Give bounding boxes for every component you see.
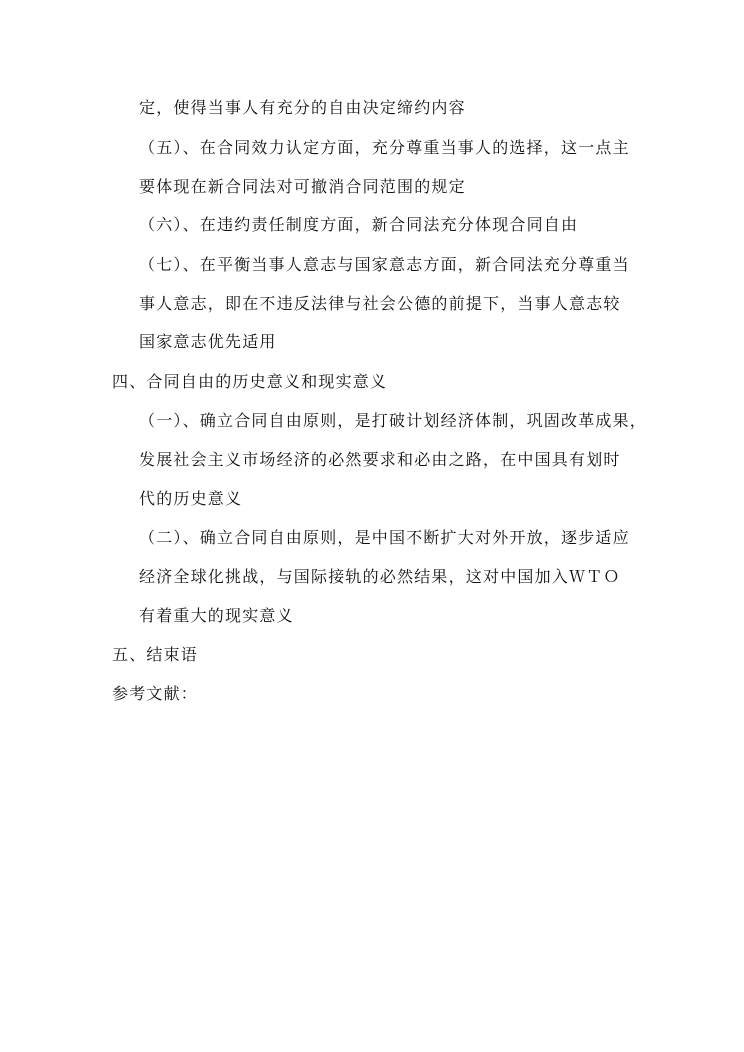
body-text-line: 经济全球化挑战，与国际接轨的必然结果，这对中国加入ＷＴＯ — [139, 567, 621, 586]
body-text-line: 代的历史意义 — [139, 489, 243, 508]
body-text-line: 要体现在新合同法对可撤消合同范围的规定 — [139, 177, 466, 196]
body-text-line: 国家意志优先适用 — [139, 332, 277, 351]
body-text-line: 发展社会主义市场经济的必然要求和必由之路，在中国具有划时 — [139, 450, 621, 469]
section-heading: 四、合同自由的历史意义和现实意义 — [112, 372, 388, 391]
clause-seven-line: （七）、在平衡当事人意志与国家意志方面，新合同法充分尊重当 — [139, 255, 630, 274]
clause-six-line: （六）、在违约责任制度方面，新合同法充分体现合同自由 — [139, 215, 579, 234]
clause-one-line: （一）、确立合同自由原则，是打破计划经济体制，巩固改革成果， — [139, 411, 648, 430]
body-text-line: 有着重大的现实意义 — [139, 606, 294, 625]
body-text-line: 定，使得当事人有充分的自由决定缔约内容 — [139, 98, 466, 117]
section-heading: 五、结束语 — [112, 645, 199, 664]
clause-two-line: （二）、确立合同自由原则，是中国不断扩大对外开放，逐步适应 — [139, 528, 630, 547]
clause-five-line: （五）、在合同效力认定方面，充分尊重当事人的选择，这一点主 — [139, 138, 630, 157]
references-heading: 参考文献： — [112, 684, 199, 703]
body-text-line: 事人意志，即在不违反法律与社会公德的前提下，当事人意志较 — [139, 294, 621, 313]
